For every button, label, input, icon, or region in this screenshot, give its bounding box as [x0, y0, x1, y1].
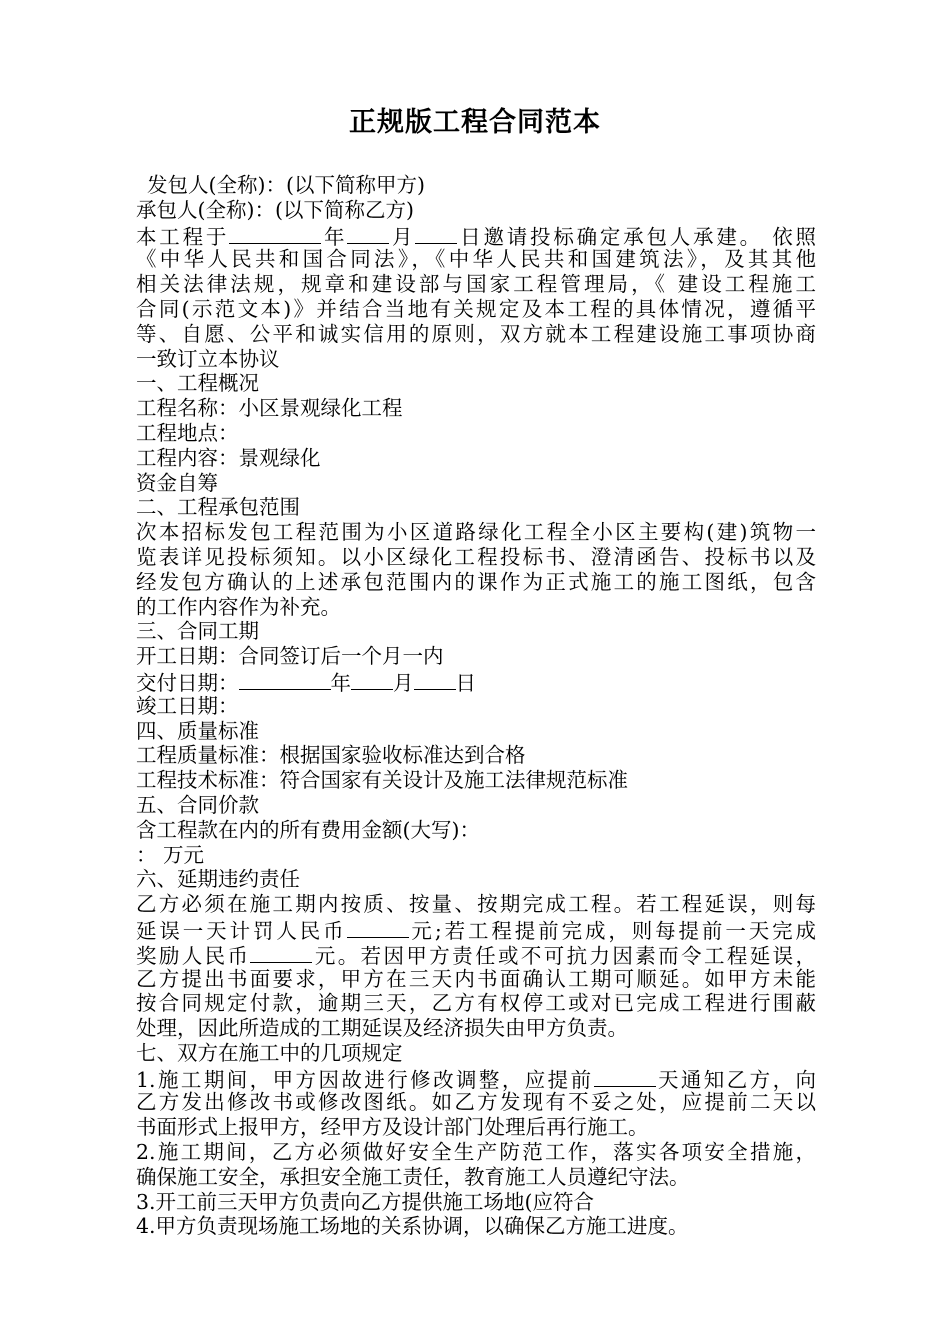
fill-in-blank: [594, 1066, 656, 1087]
contract-line: 七、双方在施工中的几项规定: [136, 1040, 403, 1065]
contract-line: 工程质量标准：根据国家验收标准达到合格: [136, 743, 526, 768]
line-text-segment: 元。若因甲方责任或不可抗力因素而令工程延误，: [312, 943, 817, 968]
line-text-segment: 本工程于: [136, 224, 230, 249]
contract-line: 工程内容：景观绿化: [136, 445, 321, 470]
contract-line: 工程地点：: [136, 420, 239, 445]
fill-in-blank: [347, 223, 389, 244]
contract-line: ： 万元: [136, 842, 205, 867]
contract-line: [136, 669, 816, 694]
contract-line: 确保施工安全，承担安全施工责任，教育施工人员遵纪守法。: [136, 1164, 690, 1189]
contract-line: 处理，因此所造成的工期延误及经济损失由甲方负责。: [136, 1016, 628, 1041]
contract-line: 五、合同价款: [136, 792, 259, 817]
line-text-segment: 年: [330, 670, 351, 695]
contract-line: 乙方提出书面要求，甲方在三天内书面确认工期可顺延。如甲方未能: [136, 966, 816, 991]
line-text-segment: 1.施工期间，甲方因故进行修改调整，应提前: [136, 1067, 594, 1092]
contract-line: [136, 917, 816, 942]
fill-in-blank: [347, 917, 409, 938]
fill-in-blank: [414, 669, 456, 690]
line-text-segment: 月: [389, 224, 416, 249]
contract-line: 二、工程承包范围: [136, 495, 300, 520]
contract-line: 览表详见投标须知。以小区绿化工程投标书、澄清函告、投标书以及: [136, 544, 816, 569]
line-text-segment: 天通知乙方，向: [655, 1067, 816, 1092]
contract-line: 等、自愿、公平和诚实信用的原则，双方就本工程建设施工事项协商: [136, 321, 816, 346]
line-text-segment: 月: [393, 670, 414, 695]
contract-line: 发包人(全称)：(以下简称甲方): [147, 173, 425, 197]
contract-line: 书面形式上报甲方，经甲方及设计部门处理后再行施工。: [136, 1115, 649, 1140]
contract-line: 竣工日期：: [136, 693, 239, 718]
contract-line: 六、延期违约责任: [136, 867, 300, 892]
contract-body: [136, 173, 816, 1239]
contract-line: 一致订立本协议: [136, 346, 280, 371]
fill-in-blank: [351, 669, 393, 690]
fill-in-blank: [229, 223, 321, 244]
contract-line: 《中华人民共和国合同法》，《中华人民共和国建筑法》，及其其他: [136, 247, 816, 272]
line-text-segment: 奖励人民币: [136, 943, 251, 968]
contract-line: 乙方发出修改书或修改图纸。如乙方发现有不妥之处，应提前二天以: [136, 1090, 816, 1115]
contract-line: 资金自筹: [136, 470, 218, 495]
line-text-segment: 元;若工程提前完成，则每提前一天完成: [408, 918, 816, 943]
contract-line: 相关法律法规，规章和建设部与国家工程管理局，《 建设工程施工: [136, 272, 816, 297]
contract-line: 乙方必须在施工期内按质、按量、按期完成工程。若工程延误，则每: [136, 892, 816, 917]
contract-line: 2.施工期间，乙方必须做好安全生产防范工作，落实各项安全措施，: [136, 1140, 816, 1165]
fill-in-blank: [239, 669, 331, 690]
contract-line: 3.开工前三天甲方负责向乙方提供施工场地(应符合: [136, 1189, 595, 1214]
contract-line: [136, 223, 816, 248]
contract-line: 按合同规定付款，逾期三天，乙方有权停工或对已完成工程进行围蔽: [136, 991, 816, 1016]
line-text-segment: 日邀请投标确定承包人承建。 依照: [457, 224, 817, 249]
contract-line: 工程技术标准：符合国家有关设计及施工法律规范标准: [136, 768, 628, 793]
contract-line: 工程名称：小区景观绿化工程: [136, 396, 403, 421]
line-text-segment: 交付日期：: [136, 670, 239, 695]
contract-line: 一、工程概况: [136, 371, 259, 396]
fill-in-blank: [250, 942, 312, 963]
contract-line: 含工程款在内的所有费用金额(大写)：: [136, 817, 480, 842]
contract-line: 4.甲方负责现场施工场地的关系协调，以确保乙方施工进度。: [136, 1214, 689, 1239]
contract-line: 合同(示范文本)》并结合当地有关规定及本工程的具体情况，遵循平: [136, 296, 816, 321]
contract-line: 三、合同工期: [136, 619, 259, 644]
contract-line: 次本招标发包工程范围为小区道路绿化工程全小区主要构(建)筑物一: [136, 520, 816, 545]
line-text-segment: 延误一天计罚人民币: [136, 918, 347, 943]
line-text-segment: 年: [321, 224, 348, 249]
document-title: 正规版工程合同范本: [349, 107, 601, 138]
contract-line: 开工日期：合同签订后一个月一内: [136, 644, 444, 669]
contract-line: 的工作内容作为补充。: [136, 594, 341, 619]
line-text-segment: 日: [455, 670, 476, 695]
fill-in-blank: [415, 223, 457, 244]
contract-line: 经发包方确认的上述承包范围内的课作为正式施工的施工图纸，包含: [136, 569, 816, 594]
contract-line: [136, 942, 816, 967]
contract-line: 四、质量标准: [136, 718, 259, 743]
contract-line: [136, 1066, 816, 1091]
contract-line: 承包人(全称)：(以下简称乙方): [136, 197, 414, 222]
